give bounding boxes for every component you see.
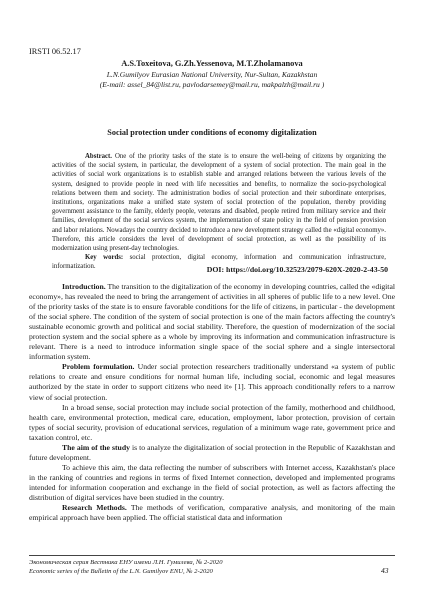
- abstract-label: Abstract.: [85, 153, 112, 160]
- affiliation-block: [0, 70, 424, 90]
- paragraph-data: To achieve this aim, the data reflecting the number of subscribers with Internet access, Kazakhstan's place in the ranking of countries and regions in terms of fixed Internet connection, developed and implemented programs intended for information cooperation and exchange in the field of social protection, as well as factors affecting the distribution of digital services have been studied in the country.: [29, 462, 395, 502]
- introduction-text: The transition to the digitalization of the economy in developing countries, called the «digital economy», has revealed the need to bring the arrangement of activities in all spheres of public life to a new level. One of the priority tasks of the state is to ensure favorable conditions for the life of citizens, in particular - the development of the social sphere. The condition of the system of social protection is one of the main factors affecting the country's sustainable economic growth and political and social stability. Therefore, the question of modernization of the social protection system and the social sphere as a whole by improving its information and communication infrastructure is relevant. There is a need to introduce information single space of the social sphere and a single intersectoral information system.: [29, 282, 395, 362]
- research-methods-label: Research Methods.: [62, 503, 127, 513]
- abstract-block: [52, 152, 386, 272]
- introduction-label: Introduction.: [62, 282, 106, 291]
- doi-link[interactable]: DOI: https://doi.org/10.32523/2079-620X-2020-2-43-50: [206, 265, 388, 274]
- research-methods-text: The methods of verification, comparative analysis, and monitoring of the main empirical approach have been applied. The official statistical data and information: [29, 503, 395, 523]
- footer-divider: [29, 555, 395, 556]
- paragraph-research-methods: [29, 503, 395, 523]
- journal-footer: [29, 559, 223, 576]
- abstract-text: One of the priority tasks of the state is to ensure the well-being of citizens by organizing the activities of the social system, in particular, the development of a system of social protection. The main goal in the activities of social work organizations is to establish stable and arranged relations between the various levels of the system, designed to provide people in need with life necessities and benefits, to normalize the socio-psychological relations between them and society. The administration bodies of social protection and their subordinate enterprises, institutions, organizations make a unified state system of social protection of the population, thereby providing government assistance to the family, elderly people, veterans and disabled, people retired from military service and their families, development of the social services system, the implementation of state policy in the field of pension provision and labor relations. Nowadays the country decided to introduce a new development strategy called the «digital economy». Therefore, this article considers the level of development of social protection, as well as the possibility of its modernization using present-day technologies.: [52, 153, 386, 253]
- author-emails: (E-mail: assel_84@list.ru, pavlodarsemey@mail.ru, makpalzh@mail.ru ): [99, 80, 325, 89]
- keywords-label: Key words:: [85, 254, 124, 262]
- article-body: [29, 282, 395, 523]
- page-number: 43: [381, 566, 389, 575]
- paragraph-broad-sense: In a broad sense, social protection may include social protection of the family, motherhood and childhood, health care, environmental protection, medical care, education, employment, labor protection, provision of certain types of social security, provision of educational services, regulation of a minimum wage rate, government price and taxation control, etc.: [29, 402, 395, 442]
- abstract-paragraph: [52, 152, 386, 253]
- article-title: Social protection under conditions of economy digitalization: [107, 128, 317, 137]
- aim-text: is to analyze the digitalization of social protection in the Republic of Kazakhstan and future development.: [29, 442, 395, 462]
- irsti-code: IRSTI 06.52.17: [29, 47, 81, 56]
- problem-formulation-text: Under social protection researchers traditionally understand «a system of public relations to create and ensure conditions for normal human life, including social, economic and legal measures authorized by the state in order to support citizens who need it» [1]. This approach conditionally refers to a narrow view of social protection.: [29, 362, 395, 402]
- paragraph-introduction: [29, 282, 395, 362]
- problem-formulation-label: Problem formulation.: [62, 362, 135, 372]
- affiliation: L.N.Gumilyov Eurasian National University, Nur-Sultan, Kazakhstan: [106, 70, 318, 79]
- keywords-text: social protection, digital economy, information and communication infrastructure, informatization.: [52, 254, 386, 271]
- footer-line-russian: Экономическая серия Вестника ЕНУ имени Л.Н. Гумилева, № 2-2020: [29, 559, 223, 566]
- paragraph-problem-formulation: [29, 362, 395, 402]
- footer-line-english: Economic series of the Bulletin of the L.N. Gumilyov ENU, № 2-2020: [29, 567, 213, 575]
- paragraph-aim: [29, 443, 395, 463]
- aim-label: The aim of the study: [62, 442, 130, 452]
- authors: A.S.Toxeitova, G.Zh.Yessenova, M.T.Zholamanova: [121, 59, 303, 68]
